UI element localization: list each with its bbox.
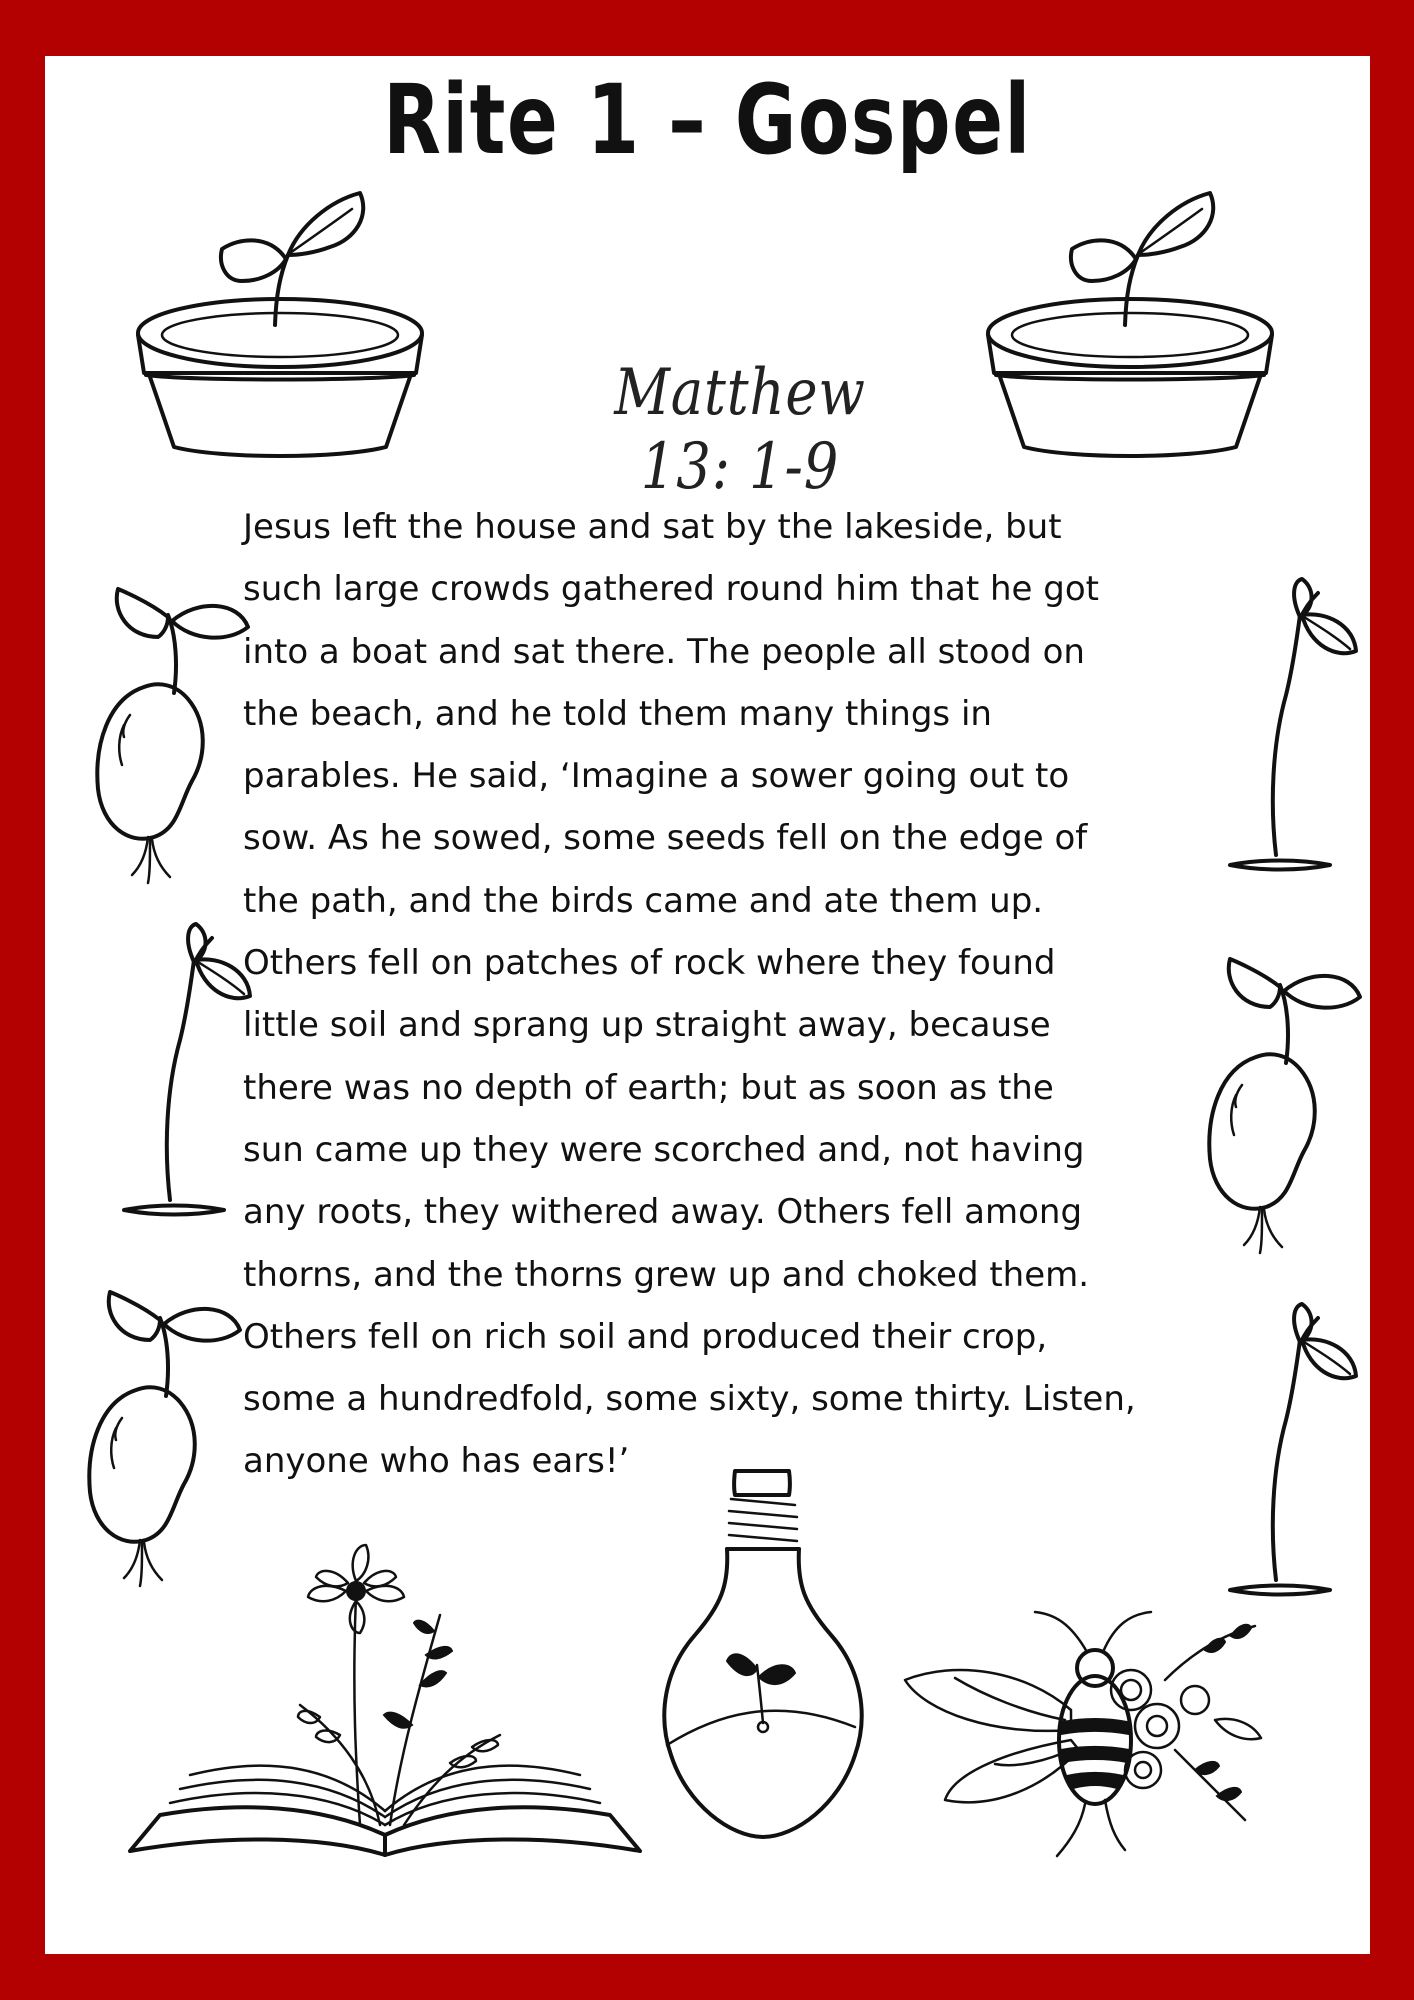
passage-line: the path, and the birds came and ate them up. [243,880,1044,921]
passage-line: the beach, and he told them many things in [243,693,992,734]
sprout-icon [84,920,254,1220]
passage-line: such large crowds gathered round him that he got [243,569,1099,610]
seedling-pot-icon [130,185,430,470]
passage-line: parables. He said, ‘Imagine a sower going out to [243,756,1070,797]
passage-line: into a boat and sat there. The people all stood on [243,631,1085,672]
passage-line: sow. As he sowed, some seeds fell on the edge of [243,818,1088,859]
passage-line: thorns, and the thorns grew up and choked them. [243,1254,1090,1295]
passage-line: Jesus left the house and sat by the lakeside, but [243,507,1062,547]
seedling-pot-icon [980,185,1280,470]
passage-line: Others fell on rich soil and produced their crop, [243,1316,1048,1357]
open-book-flowers-icon [120,1535,650,1865]
passage-line: little soil and sprang up straight away, because [243,1005,1051,1046]
bee-flowers-icon [895,1600,1275,1860]
lightbulb-sprout-icon [655,1465,870,1845]
sprout-icon [1190,575,1360,875]
sprouting-bean-icon [1200,945,1370,1260]
passage-line: any roots, they withered away. Others fell among [243,1192,1083,1233]
passage-line: there was no depth of earth; but as soon as the [243,1067,1054,1108]
passage-line: anyone who has ears!’ [243,1441,630,1482]
sprouting-bean-icon [88,575,258,890]
passage-line: some a hundredfold, some sixty, some thirty. Listen, [243,1379,1136,1420]
gospel-passage [243,496,1283,1493]
sprout-icon [1190,1300,1360,1600]
passage-line: Others fell on patches of rock where they found [243,943,1056,984]
page-title: Rite 1 – Gospel [383,64,1032,176]
scripture-reference: Matthew 13: 1-9 [614,356,866,504]
passage-line: sun came up they were scorched and, not having [243,1129,1085,1170]
